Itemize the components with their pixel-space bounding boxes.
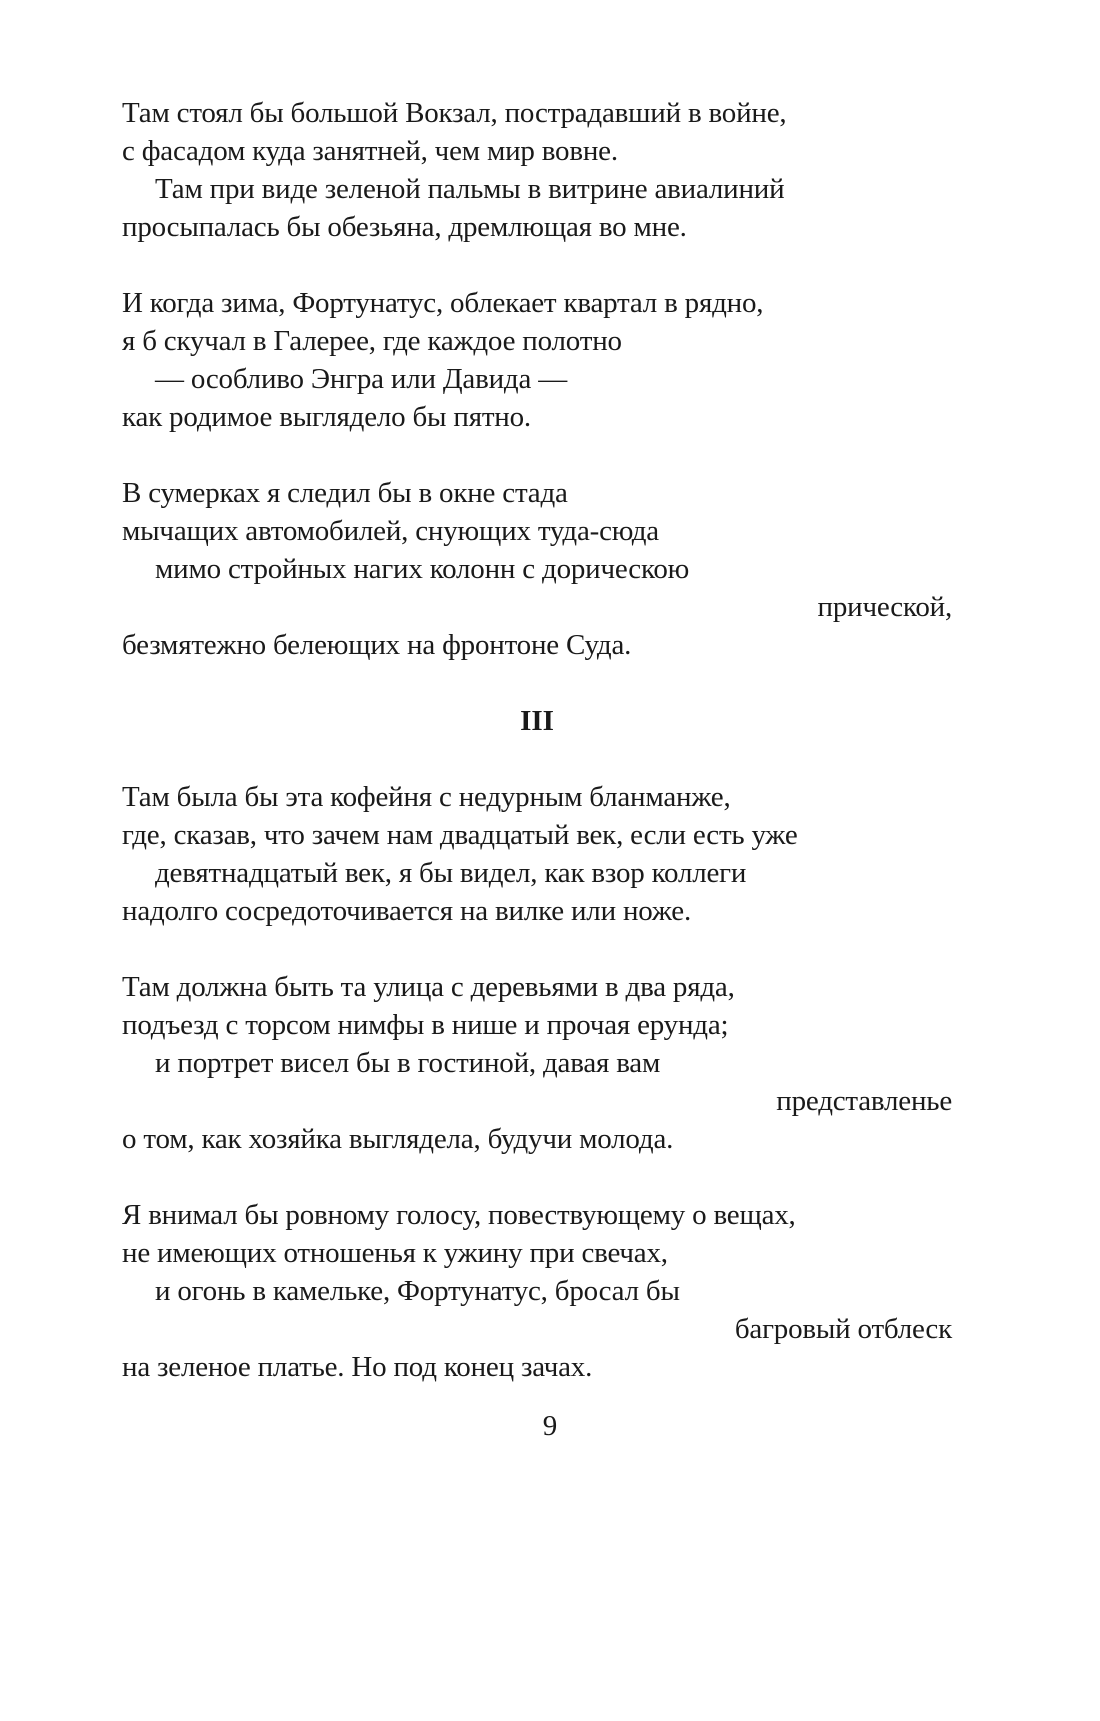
poem-page	[122, 94, 952, 1424]
poem-line: просыпалась бы обезьяна, дремлющая во мне.	[122, 211, 687, 243]
stanza	[122, 1196, 952, 1386]
stanza	[122, 284, 952, 436]
stanza	[122, 474, 952, 664]
poem-line-continuation: багровый отблеск	[734, 1313, 952, 1345]
poem-line: Там была бы эта кофейня с недурным бланманже,	[122, 781, 731, 813]
poem-line-indented: — особливо Энгра или Давида —	[155, 363, 567, 395]
poem-line: Там стоял бы большой Вокзал, пострадавший в войне,	[122, 97, 787, 129]
poem-line: безмятежно белеющих на фронтоне Суда.	[122, 629, 632, 661]
page-number: 9	[542, 1410, 558, 1442]
poem-line: с фасадом куда занятней, чем мир вовне.	[122, 135, 618, 167]
poem-line-indented: и огонь в камельке, Фортунатус, бросал бы	[155, 1275, 680, 1307]
poem-line: на зеленое платье. Но под конец зачах.	[122, 1351, 593, 1383]
poem-line: Там должна быть та улица с деревьями в два ряда,	[122, 971, 735, 1003]
poem-line-indented: мимо стройных нагих колонн с дорическою	[155, 553, 690, 585]
stanza	[122, 94, 952, 246]
poem-line-continuation: представленье	[776, 1085, 952, 1117]
stanza	[122, 968, 952, 1158]
poem-line: мычащих автомобилей, снующих туда-сюда	[122, 515, 659, 547]
poem-line: как родимое выглядело бы пятно.	[122, 401, 531, 433]
section-heading: III	[520, 705, 554, 737]
poem-line-indented: девятнадцатый век, я бы видел, как взор коллеги	[155, 857, 747, 889]
poem-line-indented: и портрет висел бы в гостиной, давая вам	[155, 1047, 661, 1079]
poem-line: не имеющих отношенья к ужину при свечах,	[122, 1237, 668, 1269]
poem-line: где, сказав, что зачем нам двадцатый век, если есть уже	[122, 819, 798, 851]
poem-line: В сумерках я следил бы в окне стада	[122, 477, 568, 509]
poem-line-continuation: прической,	[817, 591, 952, 623]
poem-line-indented: Там при виде зеленой пальмы в витрине авиалиний	[155, 173, 785, 205]
poem-line: я б скучал в Галерее, где каждое полотно	[122, 325, 622, 357]
poem-line: И когда зима, Фортунатус, облекает квартал в рядно,	[122, 287, 764, 319]
poem-line: Я внимал бы ровному голосу, повествующему о вещах,	[122, 1199, 796, 1231]
poem-line: о том, как хозяйка выглядела, будучи молода.	[122, 1123, 674, 1155]
stanza	[122, 778, 952, 930]
poem-line: надолго сосредоточивается на вилке или ноже.	[122, 895, 692, 927]
poem-line: подъезд с торсом нимфы в нише и прочая ерунда;	[122, 1009, 729, 1041]
